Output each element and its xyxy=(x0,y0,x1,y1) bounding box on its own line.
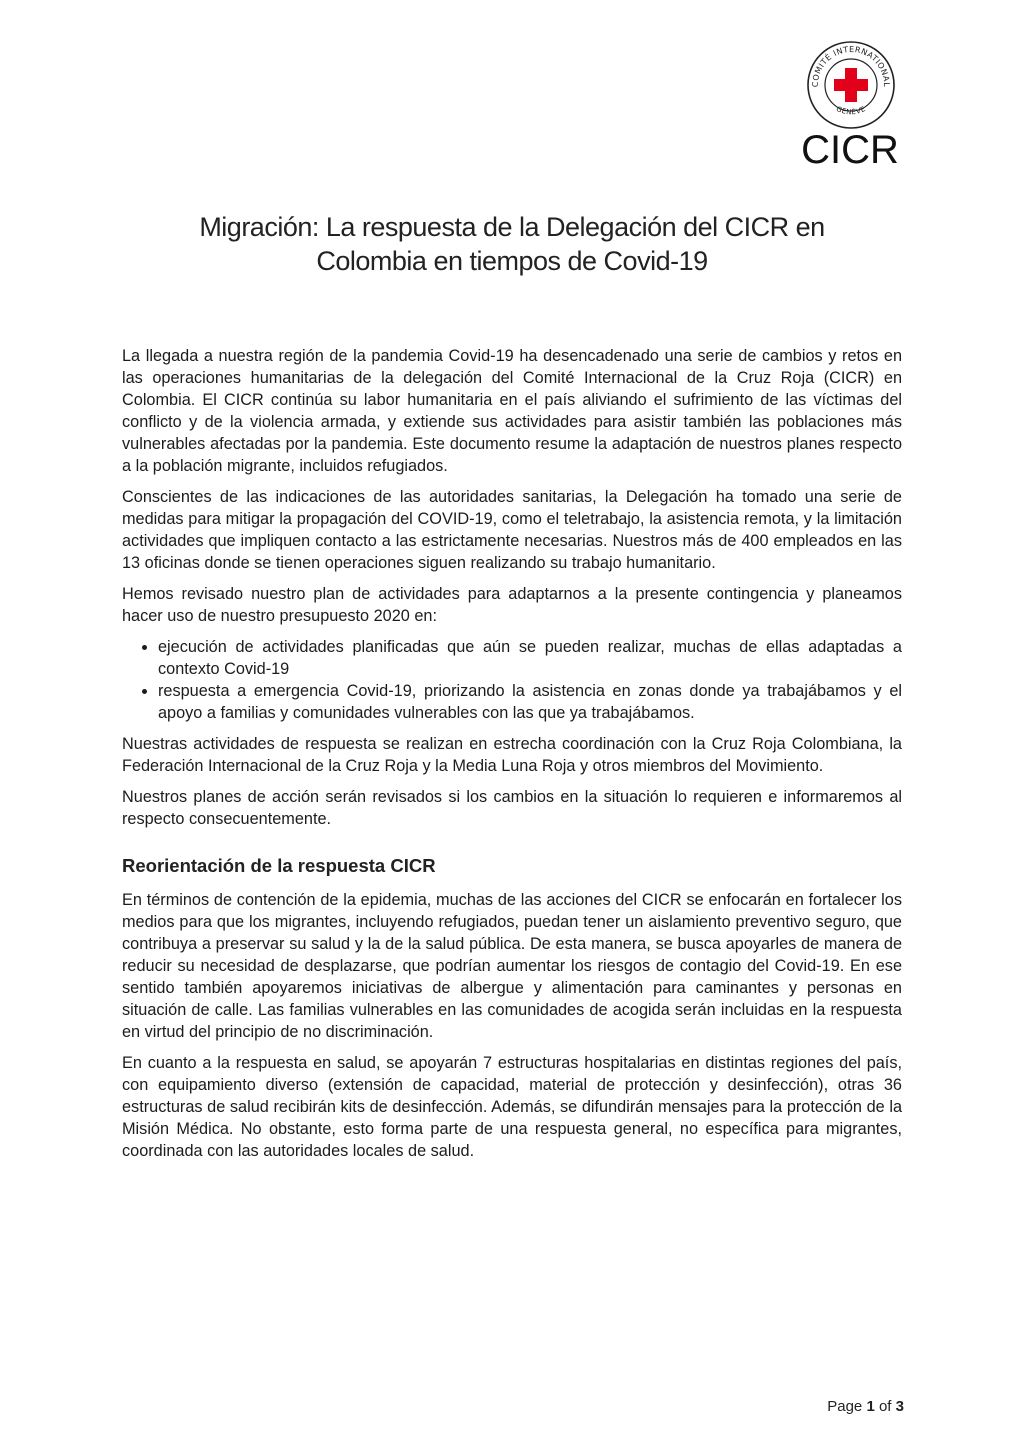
list-item: • ejecución de actividades planificadas que aún se pueden realizar, muchas de ellas adaptadas a contexto Covid-19 xyxy=(158,636,902,680)
bullet-list xyxy=(122,636,902,724)
page-current: 1 xyxy=(866,1398,875,1415)
icrc-emblem-icon xyxy=(806,40,896,130)
svg-text:GENÈVE: GENÈVE xyxy=(834,104,868,117)
section-heading: Reorientación de la respuesta CICR xyxy=(122,855,436,876)
paragraph: Nuestras actividades de respuesta se realizan en estrecha coordinación con la Cruz Roja Colombiana, la Federación Internacional de la Cruz Roja y la Media Luna Roja y otros miembros del Movimiento. xyxy=(122,735,902,775)
paragraph: Nuestros planes de acción serán revisados si los cambios en la situación lo requieren e informaremos al respecto consecuentemente. xyxy=(122,788,902,828)
paragraph: Hemos revisado nuestro plan de actividades para adaptarnos a la presente contingencia y planeamos hacer uso de nuestro presupuesto 2020 en: xyxy=(122,585,902,625)
title-line-1: Migración: La respuesta de la Delegación del CICR en xyxy=(199,212,825,242)
title-line-2: Colombia en tiempos de Covid-19 xyxy=(316,246,708,276)
paragraph: En términos de contención de la epidemia, muchas de las acciones del CICR se enfocarán en fortalecer los medios para que los migrantes, incluyendo refugiados, puedan tener un aislamiento preventivo seguro, que contribuya a preservar su salud y la de la salud pública. De esta manera, se busca apoyarles de manera de reducir su necesidad de desplazarse, que podrían aumentar los riesgos de contagio del Covid-19. En ese sentido también apoyaremos iniciativas de albergue y alimentación para caminantes y personas en situación de calle. Las familias vulnerables en las comunidades de acogida serán incluidas en la respuesta en virtud del principio de no discriminación. xyxy=(122,891,902,1041)
list-item: • respuesta a emergencia Covid-19, priorizando la asistencia en zonas donde ya trabajábamos y el apoyo a familias y comunidades vulnerables con las que ya trabajábamos. xyxy=(158,680,902,724)
red-cross-icon xyxy=(834,68,868,102)
svg-text:COMITÉ INTERNATIONAL: COMITÉ INTERNATIONAL xyxy=(810,44,892,88)
document-body xyxy=(122,345,902,1171)
paragraph: En cuanto a la respuesta en salud, se apoyarán 7 estructuras hospitalarias en distintas regiones del país, con equipamiento diverso (extensión de capacidad, material de protección y desinfección), otras 36 estructuras de salud recibirán kits de desinfección. Además, se difundirán mensajes para la protección de la Misión Médica. No obstante, esto forma parte de una respuesta general, no específica para migrantes, coordinada con las autoridades locales de salud. xyxy=(122,1054,902,1160)
paragraph: Conscientes de las indicaciones de las autoridades sanitarias, la Delegación ha tomado una serie de medidas para mitigar la propagación del COVID-19, como el teletrabajo, la asistencia remota, y la limitación actividades que impliquen contacto a las estrictamente necesarias. Nuestros más de 400 empleados en las 13 oficinas donde se tienen operaciones siguen realizando su trabajo humanitario. xyxy=(122,488,902,572)
page-label: Page xyxy=(827,1398,863,1415)
page-total: 3 xyxy=(895,1398,904,1415)
of-label: of xyxy=(878,1398,892,1415)
logo-wordmark: CICR xyxy=(801,128,899,172)
paragraph: La llegada a nuestra región de la pandemia Covid-19 ha desencadenado una serie de cambios y retos en las operaciones humanitarias de la delegación del Comité Internacional de la Cruz Roja (CICR) en Colombia. El CICR continúa su labor humanitaria en el país aliviando el sufrimiento de las víctimas del conflicto y de la violencia armada, y extiende sus actividades para asistir también las poblaciones más vulnerables afectadas por la pandemia. Este documento resume la adaptación de nuestros planes respecto a la población migrante, incluidos refugiados. xyxy=(122,347,902,475)
page-number xyxy=(700,1398,904,1415)
page-title xyxy=(112,210,912,278)
